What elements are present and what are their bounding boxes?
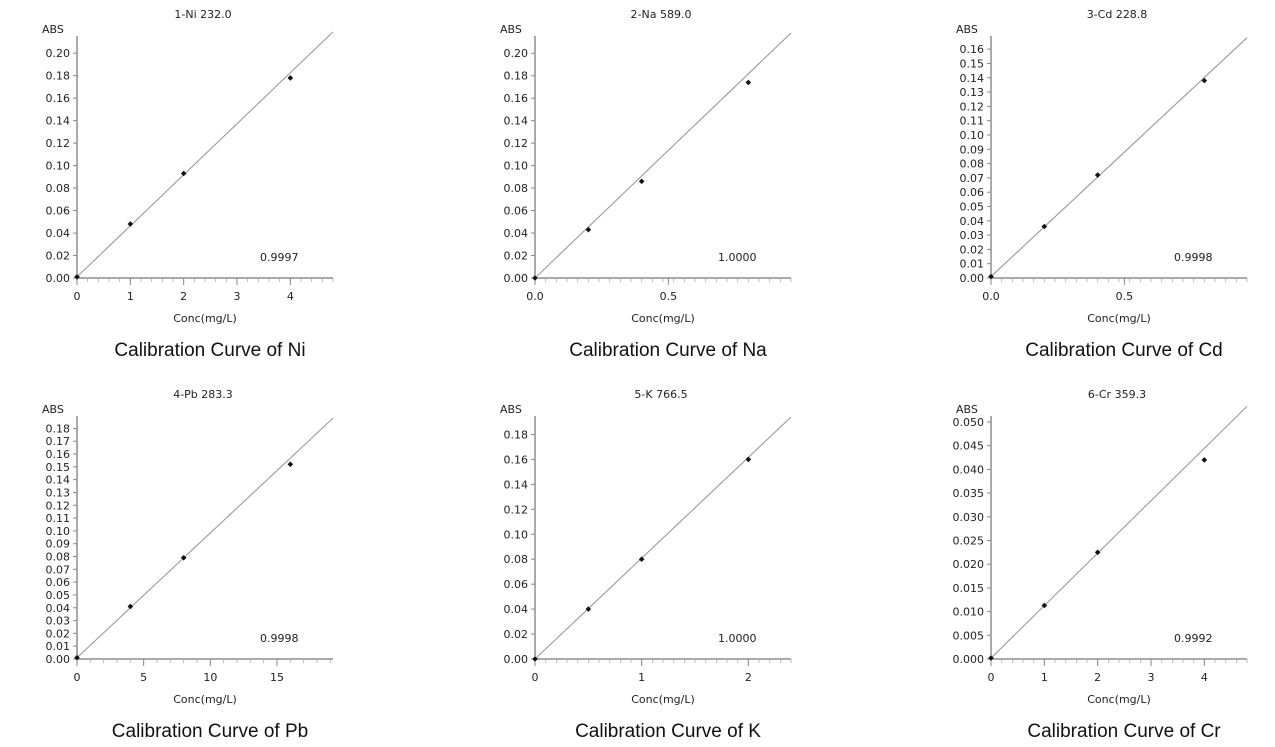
calibration-fit-line [991,406,1247,658]
y-tick-label: 0.02 [45,249,70,263]
y-tick-label: 0.18 [503,69,528,83]
y-tick-label: 0.06 [503,204,528,218]
chart-title: 4-Pb 283.3 [173,388,233,401]
y-tick-label: 0.11 [45,512,70,526]
y-tick-label: 0.12 [959,100,984,114]
y-tick-label: 0.035 [952,487,984,501]
x-tick-label: 5 [140,671,148,684]
y-tick-label: 0.16 [45,448,70,462]
x-tick-label: 2 [744,671,752,684]
x-tick-label: 2 [180,290,188,303]
y-tick-label: 0.00 [959,272,984,285]
x-axis-label: Conc(mg/L) [173,312,237,325]
y-tick-label: 0.11 [959,114,984,128]
chart-6 [953,388,1248,742]
y-tick-label: 0.12 [503,503,528,517]
x-tick-label: 1 [638,671,646,684]
chart-title: 1-Ni 232.0 [174,8,232,21]
chart-title: 2-Na 589.0 [630,8,692,21]
y-axis-label: ABS [42,403,64,416]
y-tick-label: 0.010 [952,605,984,619]
y-tick-label: 0.03 [959,229,984,243]
x-tick-label: 15 [270,671,284,684]
y-tick-label: 0.03 [45,614,70,628]
y-tick-label: 0.08 [503,553,528,567]
calibration-fit-line [535,33,791,278]
y-tick-label: 0.020 [952,558,984,572]
y-tick-label: 0.07 [45,563,70,577]
x-axis-label: Conc(mg/L) [173,693,237,706]
data-point [1202,457,1208,463]
chart-3 [956,8,1247,361]
y-tick-label: 0.00 [503,653,528,666]
data-point [746,457,752,463]
y-tick-label: 0.16 [503,92,528,106]
y-axis-label: ABS [500,403,522,416]
y-tick-label: 0.17 [45,435,70,449]
chart-caption: Calibration Curve of Cr [1027,721,1221,742]
x-tick-label: 0.0 [526,290,544,303]
y-tick-label: 0.15 [45,460,70,474]
y-tick-label: 0.13 [45,486,70,500]
y-axis-label: ABS [42,23,64,36]
y-tick-label: 0.20 [45,47,70,61]
calibration-fit-line [991,38,1247,277]
x-tick-label: 0 [987,671,995,684]
y-tick-label: 0.02 [45,627,70,641]
y-tick-label: 0.13 [959,86,984,100]
y-tick-label: 0.05 [959,200,984,214]
chart-caption: Calibration Curve of Pb [111,721,309,742]
y-tick-label: 0.06 [959,186,984,200]
y-tick-label: 0.025 [952,534,984,548]
y-tick-label: 0.10 [959,128,984,142]
y-axis-label: ABS [500,23,522,36]
y-tick-label: 0.10 [503,528,528,542]
x-tick-label: 4 [1200,671,1208,684]
y-tick-label: 0.05 [45,588,70,602]
x-tick-label: 0.5 [659,290,678,303]
y-tick-label: 0.14 [45,114,70,128]
data-point [288,461,294,467]
chart-caption: Calibration Curve of Cd [1025,340,1223,361]
y-tick-label: 0.08 [503,182,528,196]
x-tick-label: 0 [73,671,81,684]
y-tick-label: 0.00 [503,272,528,285]
chart-2 [500,8,791,361]
calibration-fit-line [535,417,791,659]
y-tick-label: 0.16 [503,453,528,467]
y-tick-label: 0.18 [45,69,70,83]
data-point [586,227,592,233]
correlation-value: 0.9998 [1174,251,1213,264]
y-tick-label: 0.14 [45,473,70,487]
correlation-value: 1.0000 [718,632,757,645]
y-tick-label: 0.050 [952,416,984,429]
y-tick-label: 0.00 [45,653,70,666]
calibration-fit-line [77,418,333,658]
y-axis-label: ABS [956,23,978,36]
y-tick-label: 0.12 [503,137,528,151]
chart-caption: Calibration Curve of Na [569,340,767,361]
y-tick-label: 0.01 [45,640,70,654]
y-tick-label: 0.20 [503,47,528,61]
chart-title: 5-K 766.5 [634,388,688,401]
x-tick-label: 0.0 [982,290,1000,303]
correlation-value: 1.0000 [718,251,757,264]
y-tick-label: 0.02 [959,243,984,257]
x-tick-label: 3 [233,290,241,303]
data-point [1095,172,1101,178]
y-tick-label: 0.10 [45,159,70,173]
y-tick-label: 0.000 [952,653,984,666]
y-tick-label: 0.00 [45,272,70,285]
y-tick-label: 0.08 [45,182,70,196]
data-point [639,179,645,185]
calibration-fit-line [77,32,333,277]
y-tick-label: 0.02 [503,249,528,263]
x-axis-label: Conc(mg/L) [1087,693,1151,706]
data-point [128,221,134,227]
y-tick-label: 0.06 [45,204,70,218]
y-tick-label: 0.015 [952,581,984,595]
y-tick-label: 0.04 [503,227,528,241]
x-tick-label: 0.5 [1115,290,1134,303]
data-point [128,604,134,610]
y-tick-label: 0.040 [952,463,984,477]
y-tick-label: 0.08 [959,157,984,171]
y-tick-label: 0.06 [503,578,528,592]
chart-title: 3-Cd 228.8 [1086,8,1148,21]
y-tick-label: 0.10 [45,524,70,538]
y-tick-label: 0.04 [45,227,70,241]
y-tick-label: 0.06 [45,576,70,590]
y-tick-label: 0.14 [503,478,528,492]
y-tick-label: 0.02 [503,628,528,642]
x-tick-label: 1 [1040,671,1048,684]
y-tick-label: 0.09 [45,537,70,551]
data-point [639,556,645,562]
y-tick-label: 0.04 [45,601,70,615]
y-tick-label: 0.045 [952,439,984,453]
chart-caption: Calibration Curve of K [575,721,761,742]
chart-4 [42,388,333,742]
y-tick-label: 0.09 [959,143,984,157]
y-tick-label: 0.08 [45,550,70,564]
y-tick-label: 0.04 [503,603,528,617]
y-tick-label: 0.16 [959,43,984,57]
x-axis-label: Conc(mg/L) [631,312,695,325]
x-axis-label: Conc(mg/L) [1087,312,1151,325]
y-tick-label: 0.01 [959,257,984,271]
x-tick-label: 10 [203,671,218,684]
x-tick-label: 2 [1094,671,1102,684]
x-tick-label: 1 [126,290,134,303]
y-tick-label: 0.10 [503,159,528,173]
y-tick-label: 0.12 [45,499,70,513]
y-tick-label: 0.12 [45,137,70,151]
y-tick-label: 0.14 [503,114,528,128]
x-tick-label: 3 [1147,671,1155,684]
data-point [746,80,752,86]
y-tick-label: 0.18 [45,422,70,436]
y-tick-label: 0.16 [45,92,70,106]
data-point [288,75,294,81]
y-tick-label: 0.15 [959,57,984,71]
y-tick-label: 0.030 [952,510,984,524]
data-point [181,171,187,177]
correlation-value: 0.9998 [260,632,299,645]
correlation-value: 0.9992 [1174,632,1213,645]
data-point [1095,550,1101,556]
y-tick-label: 0.18 [503,428,528,442]
x-axis-label: Conc(mg/L) [631,693,695,706]
chart-title: 6-Cr 359.3 [1087,388,1147,401]
y-tick-label: 0.07 [959,171,984,185]
y-axis-label: ABS [956,403,978,416]
chart-caption: Calibration Curve of Ni [114,340,306,361]
x-tick-label: 4 [286,290,294,303]
chart-5 [500,388,791,742]
x-tick-label: 0 [73,290,81,303]
x-tick-label: 0 [531,671,539,684]
correlation-value: 0.9997 [260,251,299,264]
chart-1 [42,8,333,361]
y-tick-label: 0.005 [952,629,984,643]
y-tick-label: 0.14 [959,71,984,85]
y-tick-label: 0.04 [959,214,984,228]
